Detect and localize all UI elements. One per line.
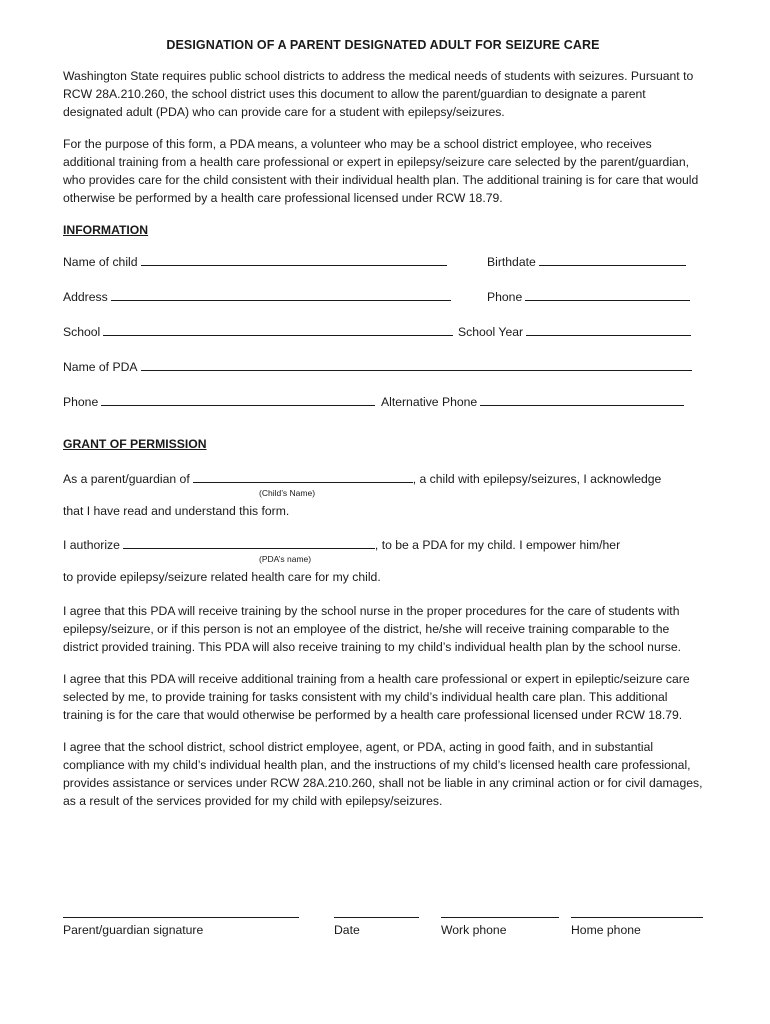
school-year-line[interactable] [526,323,691,336]
date-line[interactable] [334,904,419,918]
address-label: Address [63,290,108,304]
address-line[interactable] [111,288,451,301]
child-row [63,253,703,271]
school-row [63,323,703,341]
phone-line[interactable] [525,288,690,301]
birthdate-field[interactable] [487,253,686,271]
grant-paragraph-1: I agree that this PDA will receive training by the school nurse in the proper procedures for the care of students with epilepsy/seizure, or if this person is not an employee of the district, he/she will receive training comparable to the district provided training. This PDA will also receive training to my child’s individual health plan by the school nurse. [63,604,682,654]
pda-name-caption: (PDA’s name) [259,554,312,564]
child-name-caption: (Child’s Name) [259,488,316,498]
home-phone-label: Home phone [571,923,641,937]
home-phone-line[interactable] [571,904,703,918]
parent-signature-label: Parent/guardian signature [63,923,204,937]
form-title: DESIGNATION OF A PARENT DESIGNATED ADULT FOR SEIZURE CARE [166,38,600,52]
child-name-line[interactable] [193,470,413,483]
phone-field[interactable] [487,288,690,306]
name-of-pda-field[interactable] [63,358,692,376]
birthdate-label: Birthdate [487,255,536,269]
alternative-phone-line[interactable] [480,393,684,406]
parent-signature-field[interactable] [63,904,299,939]
pda-phone-label: Phone [63,395,99,409]
grant-paragraph-2: I agree that this PDA will receive additional training from a health care professional or expert in epileptic/seizure care selected by me, to provide training for tasks consistent with my child’s individual health care plan. This additional training is for the care that would otherwise be performed by a health care professional licensed under RCW 18.79. [63,672,690,722]
pda-phone-line[interactable] [101,393,375,406]
grant-line-1-continued: that I have read and understand this form. [63,504,290,518]
birthdate-line[interactable] [539,253,686,266]
grant-line-2-pre: I authorize [63,538,120,552]
intro-paragraph-2: For the purpose of this form, a PDA means, a volunteer who may be a school district employee, who receives additional training from a health care professional or expert in epilepsy/seizure care selected by the parent/guardian, who provides care for the child consistent with their individual health plan. The additional training is for care that would otherwise be performed by a health care professional licensed under RCW 18.79. [63,137,699,205]
signature-row [63,904,703,944]
name-of-child-label: Name of child [63,255,138,269]
information-heading: INFORMATION [63,223,149,237]
address-row [63,288,703,306]
parent-signature-line[interactable] [63,904,299,918]
work-phone-line[interactable] [441,904,559,918]
grant-line-1 [63,470,703,488]
pda-phone-row [63,393,703,411]
school-year-field[interactable] [458,323,691,341]
work-phone-field[interactable] [441,904,559,939]
form-page [63,36,703,824]
pda-row [63,358,703,376]
school-field[interactable] [63,323,453,341]
grant-line-1-post: , a child with epilepsy/seizures, I acknowledge [412,472,662,486]
alternative-phone-field[interactable] [381,393,684,411]
address-field[interactable] [63,288,451,306]
grant-line-2 [63,536,703,554]
grant-line-1-pre: As a parent/guardian of [63,472,190,486]
name-of-pda-line[interactable] [141,358,692,371]
phone-label: Phone [487,290,523,304]
home-phone-field[interactable] [571,904,703,939]
school-year-label: School Year [458,325,524,339]
grant-line-2-continued: to provide epilepsy/seizure related health care for my child. [63,570,381,584]
alternative-phone-label: Alternative Phone [381,395,478,409]
pda-name-line[interactable] [123,536,375,549]
grant-heading: GRANT OF PERMISSION [63,437,207,451]
name-of-child-line[interactable] [141,253,447,266]
pda-phone-field[interactable] [63,393,375,411]
school-line[interactable] [103,323,453,336]
school-label: School [63,325,101,339]
name-of-pda-label: Name of PDA [63,360,138,374]
date-field[interactable] [334,904,419,939]
intro-paragraph-1: Washington State requires public school districts to address the medical needs of students with seizures. Pursuant to RCW 28A.210.260, the school district uses this document to allow the parent/guardian to designate a parent designated adult (PDA) who can provide care for a student with epilepsy/seizures. [63,69,694,119]
date-label: Date [334,923,360,937]
work-phone-label: Work phone [441,923,507,937]
grant-line-2-post: , to be a PDA for my child. I empower him/her [374,538,621,552]
grant-paragraph-3: I agree that the school district, school district employee, agent, or PDA, acting in good faith, and in substantial compliance with my child’s individual health plan, and the instructions of my child’s licensed health care professional, provides assistance or services under RCW 28A.210.260, shall not be liable in any criminal action or for civil damages, as a result of the services provided for my child with epilepsy/seizures. [63,740,703,808]
name-of-child-field[interactable] [63,253,447,271]
